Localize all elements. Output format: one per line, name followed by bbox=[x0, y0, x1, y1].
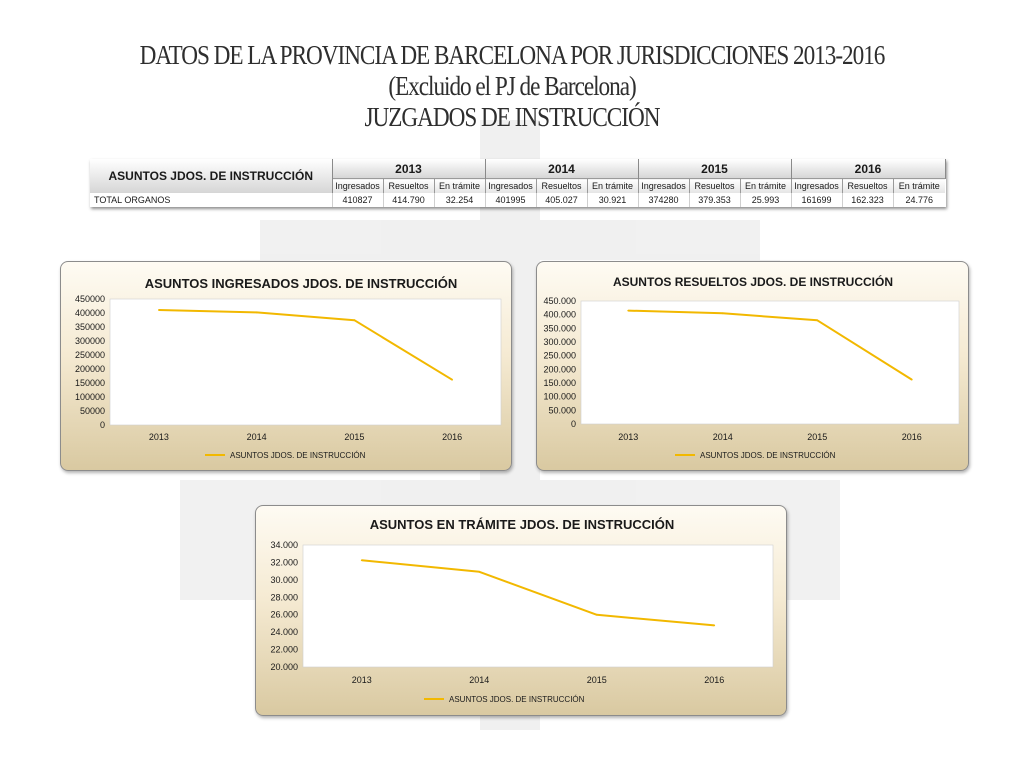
y-tick-label: 150.000 bbox=[543, 378, 576, 388]
chart-title: ASUNTOS RESUELTOS JDOS. DE INSTRUCCIÓN bbox=[612, 275, 894, 289]
sub-header: Ingresados bbox=[791, 179, 842, 194]
y-tick-label: 26.000 bbox=[270, 609, 298, 620]
table-cell: 25.993 bbox=[740, 193, 791, 207]
y-tick-label: 30.000 bbox=[270, 574, 298, 585]
x-tick-label: 2016 bbox=[442, 432, 463, 442]
x-tick-label: 2013 bbox=[618, 432, 639, 442]
sub-header: En trámite bbox=[893, 179, 945, 194]
x-tick-label: 2014 bbox=[469, 675, 490, 685]
data-point bbox=[478, 571, 480, 573]
y-tick-label: 22.000 bbox=[270, 644, 298, 655]
row-label: TOTAL ORGANOS bbox=[90, 193, 332, 207]
sub-header: En trámite bbox=[740, 179, 791, 194]
data-point bbox=[361, 559, 363, 561]
table-cell: 161699 bbox=[791, 193, 842, 207]
y-tick-label: 100000 bbox=[74, 392, 105, 402]
chart-ingresados bbox=[61, 262, 513, 472]
y-tick-label: 350000 bbox=[74, 322, 105, 332]
x-tick-label: 2016 bbox=[901, 432, 922, 442]
x-tick-label: 2014 bbox=[712, 432, 733, 442]
chart-resueltos bbox=[537, 262, 970, 472]
legend-label: ASUNTOS JDOS. DE INSTRUCCIÓN bbox=[700, 451, 836, 460]
y-tick-label: 250000 bbox=[74, 350, 105, 360]
table-cell: 401995 bbox=[485, 193, 536, 207]
data-point bbox=[713, 624, 715, 626]
summary-table bbox=[90, 159, 946, 207]
data-point bbox=[816, 319, 818, 321]
table-cell: 414.790 bbox=[383, 193, 434, 207]
y-tick-label: 350.000 bbox=[543, 323, 576, 334]
plot-area bbox=[303, 545, 773, 667]
year-header: 2014 bbox=[485, 159, 638, 179]
table-cell: 30.921 bbox=[587, 193, 638, 207]
table-cell: 405.027 bbox=[536, 193, 587, 207]
table-row bbox=[90, 193, 945, 207]
table-cell: 32.254 bbox=[434, 193, 485, 207]
x-tick-label: 2013 bbox=[351, 675, 372, 685]
y-tick-label: 0 bbox=[99, 420, 105, 430]
page-title bbox=[72, 40, 953, 133]
y-tick-label: 250.000 bbox=[543, 350, 576, 361]
title-line-3: JUZGADOS DE INSTRUCCIÓN bbox=[364, 102, 660, 132]
chart-panel-ingresados bbox=[60, 261, 512, 471]
year-header: 2016 bbox=[791, 159, 945, 179]
y-tick-label: 28.000 bbox=[270, 592, 298, 603]
y-tick-label: 50000 bbox=[79, 406, 105, 416]
chart-title: ASUNTOS EN TRÁMITE JDOS. DE INSTRUCCIÓN bbox=[369, 517, 675, 532]
year-header: 2013 bbox=[332, 159, 485, 179]
data-point bbox=[353, 319, 355, 321]
y-tick-label: 450.000 bbox=[543, 296, 576, 306]
table-cell: 410827 bbox=[332, 193, 383, 207]
table-cell: 374280 bbox=[638, 193, 689, 207]
data-point bbox=[911, 379, 913, 381]
table-cell: 379.353 bbox=[689, 193, 740, 207]
y-tick-label: 20.000 bbox=[270, 662, 298, 672]
sub-header: Ingresados bbox=[332, 179, 383, 194]
sub-header: Resueltos bbox=[383, 179, 434, 194]
data-point bbox=[627, 310, 629, 312]
sub-header: Resueltos bbox=[842, 179, 893, 194]
sub-header: En trámite bbox=[587, 179, 638, 194]
y-tick-label: 300000 bbox=[74, 336, 105, 346]
chart-en-tramite bbox=[256, 506, 788, 717]
y-tick-label: 200.000 bbox=[543, 364, 576, 375]
y-tick-label: 400.000 bbox=[543, 309, 576, 320]
y-tick-label: 24.000 bbox=[270, 627, 298, 638]
year-header: 2015 bbox=[638, 159, 791, 179]
plot-area bbox=[110, 299, 501, 425]
data-point bbox=[451, 379, 453, 381]
data-point bbox=[722, 312, 724, 314]
table-cell: 24.776 bbox=[893, 193, 945, 207]
sub-header: Ingresados bbox=[485, 179, 536, 194]
y-tick-label: 32.000 bbox=[270, 557, 298, 568]
chart-title: ASUNTOS INGRESADOS JDOS. DE INSTRUCCIÓN bbox=[144, 276, 458, 291]
legend-label: ASUNTOS JDOS. DE INSTRUCCIÓN bbox=[449, 695, 585, 704]
y-tick-label: 400000 bbox=[74, 308, 105, 318]
y-tick-label: 50.000 bbox=[548, 405, 576, 416]
x-tick-label: 2016 bbox=[704, 675, 725, 685]
y-tick-label: 34.000 bbox=[270, 540, 298, 550]
data-point bbox=[256, 312, 258, 314]
chart-panel-en-tramite bbox=[255, 505, 787, 716]
legend-label: ASUNTOS JDOS. DE INSTRUCCIÓN bbox=[230, 451, 366, 460]
y-tick-label: 100.000 bbox=[543, 391, 576, 402]
x-tick-label: 2015 bbox=[807, 432, 828, 442]
x-tick-label: 2015 bbox=[344, 432, 365, 442]
plot-area bbox=[581, 301, 959, 424]
data-point bbox=[596, 614, 598, 616]
y-tick-label: 150000 bbox=[74, 378, 105, 388]
x-tick-label: 2014 bbox=[246, 432, 267, 442]
x-tick-label: 2013 bbox=[148, 432, 169, 442]
title-line-2: (Excluido el PJ de Barcelona) bbox=[388, 71, 636, 101]
chart-panel-resueltos bbox=[536, 261, 969, 471]
sub-header: En trámite bbox=[434, 179, 485, 194]
table-corner-label: ASUNTOS JDOS. DE INSTRUCCIÓN bbox=[90, 159, 332, 193]
title-line-1: DATOS DE LA PROVINCIA DE BARCELONA POR JURISDICCIONES 2013-2016 bbox=[139, 40, 885, 70]
table-cell: 162.323 bbox=[842, 193, 893, 207]
y-tick-label: 450000 bbox=[74, 294, 105, 304]
sub-header: Resueltos bbox=[689, 179, 740, 194]
y-tick-label: 0 bbox=[570, 419, 576, 429]
x-tick-label: 2015 bbox=[586, 675, 607, 685]
sub-header: Resueltos bbox=[536, 179, 587, 194]
y-tick-label: 300.000 bbox=[543, 337, 576, 347]
sub-header: Ingresados bbox=[638, 179, 689, 194]
y-tick-label: 200000 bbox=[74, 364, 105, 374]
data-point bbox=[158, 309, 160, 311]
